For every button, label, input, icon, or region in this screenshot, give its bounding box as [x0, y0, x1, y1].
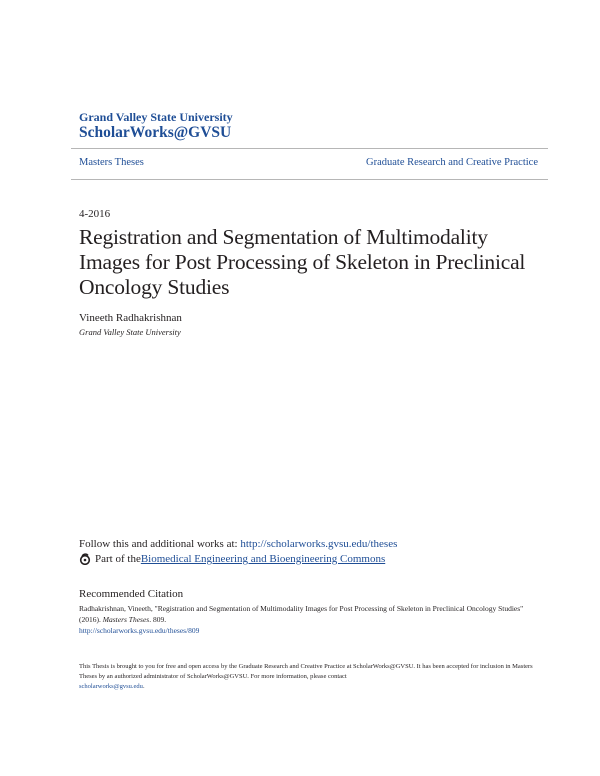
- graduate-research-link[interactable]: Graduate Research and Creative Practice: [366, 157, 538, 168]
- citation-number: . 809.: [149, 615, 167, 624]
- theses-url-link[interactable]: http://scholarworks.gvsu.edu/theses: [240, 538, 398, 550]
- citation-url-link[interactable]: http://scholarworks.gvsu.edu/theses/809: [79, 626, 200, 635]
- header: [79, 110, 233, 142]
- follow-line: [79, 538, 397, 550]
- author-name: Vineeth Radhakrishnan: [79, 312, 182, 324]
- author-affiliation: Grand Valley State University: [79, 327, 181, 337]
- repository-name[interactable]: ScholarWorks@GVSU: [79, 124, 232, 141]
- university-name[interactable]: Grand Valley State University: [79, 110, 233, 124]
- footer-end: .: [142, 683, 145, 690]
- citation-series: Masters Theses: [102, 615, 150, 624]
- footer-notice: [79, 662, 544, 692]
- divider-top: [71, 148, 548, 149]
- publication-date: 4-2016: [79, 208, 111, 220]
- citation-block: [79, 603, 529, 636]
- contact-email-link[interactable]: scholarworks@gvsu.edu: [79, 683, 143, 690]
- part-of-line: [79, 553, 385, 565]
- masters-theses-link[interactable]: Masters Theses: [79, 157, 144, 168]
- divider-bottom: [71, 179, 548, 180]
- recommended-citation-heading: Recommended Citation: [79, 588, 184, 600]
- open-access-icon: [79, 553, 91, 565]
- commons-link[interactable]: Biomedical Engineering and Bioengineering Commons: [140, 553, 386, 565]
- citation-text: Radhakrishnan, Vineeth, "Registration and Segmentation of Multimodality Images for Post Processing of Skeleton in Preclinical Oncology Studies" (2016).: [79, 604, 524, 624]
- follow-prefix: Follow this and additional works at:: [79, 538, 241, 550]
- document-title: Registration and Segmentation of Multimodality Images for Post Processing of Skeleton in Preclinical Oncology Studies: [79, 225, 526, 299]
- footer-text: This Thesis is brought to you for free and open access by the Graduate Research and Creative Practice at ScholarWorks@GVSU. It has been accepted for inclusion in Masters Theses by an authorized administrator of ScholarWorks@GVSU. For more information, please contact: [79, 663, 533, 680]
- part-of-prefix: Part of the: [95, 553, 141, 565]
